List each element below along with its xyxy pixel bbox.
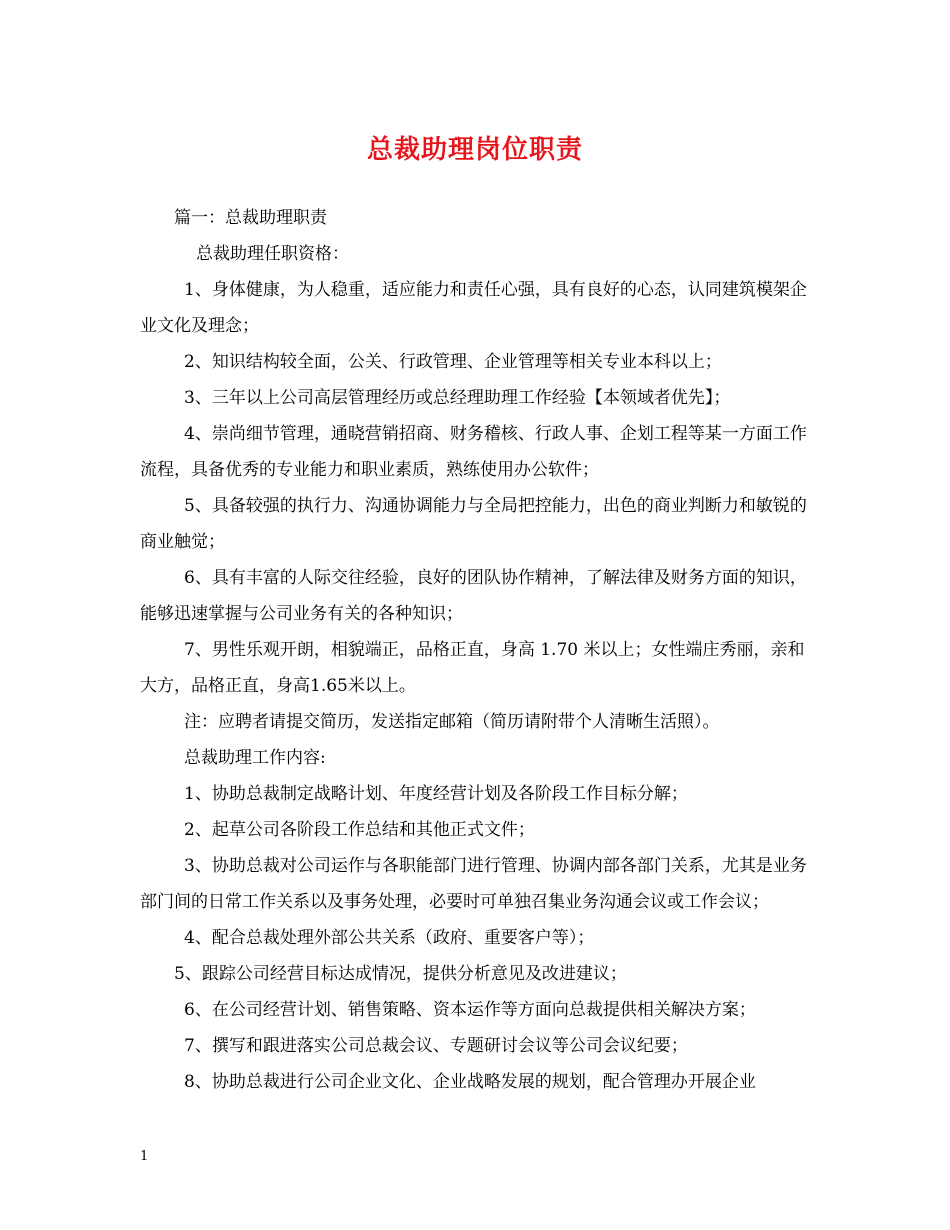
paragraph-qualification-6: 6、具有丰富的人际交往经验，良好的团队协作精神，了解法律及财务方面的知识，能够迅速掌握与公司业务有关的各种知识； [140, 568, 807, 624]
paragraph-qualifications-heading: 总裁助理任职资格： [196, 244, 349, 264]
paragraph-qualification-5: 5、具备较强的执行力、沟通协调能力与全局把控能力，出色的商业判断力和敏锐的商业触觉； [140, 496, 807, 552]
paragraph-note: 注：应聘者请提交简历，发送指定邮箱（简历请附带个人清晰生活照）。 [184, 712, 720, 732]
paragraph-duty-3: 3、协助总裁对公司运作与各职能部门进行管理、协调内部各部门关系，尤其是业务部门间的日常工作关系以及事务处理，必要时可单独召集业务沟通会议或工作会议； [140, 856, 807, 912]
paragraph-duty-7: 7、撰写和跟进落实公司总裁会议、专题研讨会议等公司会议纪要； [184, 1036, 688, 1056]
paragraph-duty-2: 2、起草公司各阶段工作总结和其他正式文件； [184, 820, 535, 840]
paragraph-duty-1: 1、协助总裁制定战略计划、年度经营计划及各阶段工作目标分解； [184, 784, 688, 804]
document-body [140, 200, 820, 1100]
paragraph-qualification-3: 3、三年以上公司高层管理经历或总经理助理工作经验【本领域者优先】； [184, 388, 731, 408]
paragraph-duty-8: 8、协助总裁进行公司企业文化、企业战略发展的规划，配合管理办开展企业 [184, 1072, 756, 1092]
page-number: 1 [140, 1149, 149, 1164]
paragraph-qualification-2: 2、知识结构较全面，公关、行政管理、企业管理等相关专业本科以上； [184, 352, 722, 372]
paragraph-duties-heading: 总裁助理工作内容: [184, 748, 326, 768]
paragraph-duty-5: 5、跟踪公司经营目标达成情况，提供分析意见及改进建议； [174, 964, 627, 984]
paragraph-qualification-4: 4、崇尚细节管理，通晓营销招商、财务稽核、行政人事、企划工程等某一方面工作流程，具备优秀的专业能力和职业素质，熟练使用办公软件； [140, 424, 807, 480]
paragraph-qualification-1: 1、身体健康，为人稳重，适应能力和责任心强，具有良好的心态，认同建筑模架企业文化及理念； [140, 280, 807, 336]
document-title: 总裁助理岗位职责 [366, 135, 583, 165]
paragraph-duty-4: 4、配合总裁处理外部公共关系（政府、重要客户等）； [184, 928, 595, 948]
paragraph-qualification-7: 7、男性乐观开朗，相貌端正，品格正直，身高 1.70 米以上；女性端庄秀丽，亲和大方，品格正直，身高1.65米以上。 [140, 640, 805, 696]
paragraph-section-heading: 篇一：总裁助理职责 [174, 208, 327, 228]
paragraph-duty-6: 6、在公司经营计划、销售策略、资本运作等方面向总裁提供相关解决方案； [184, 1000, 756, 1020]
